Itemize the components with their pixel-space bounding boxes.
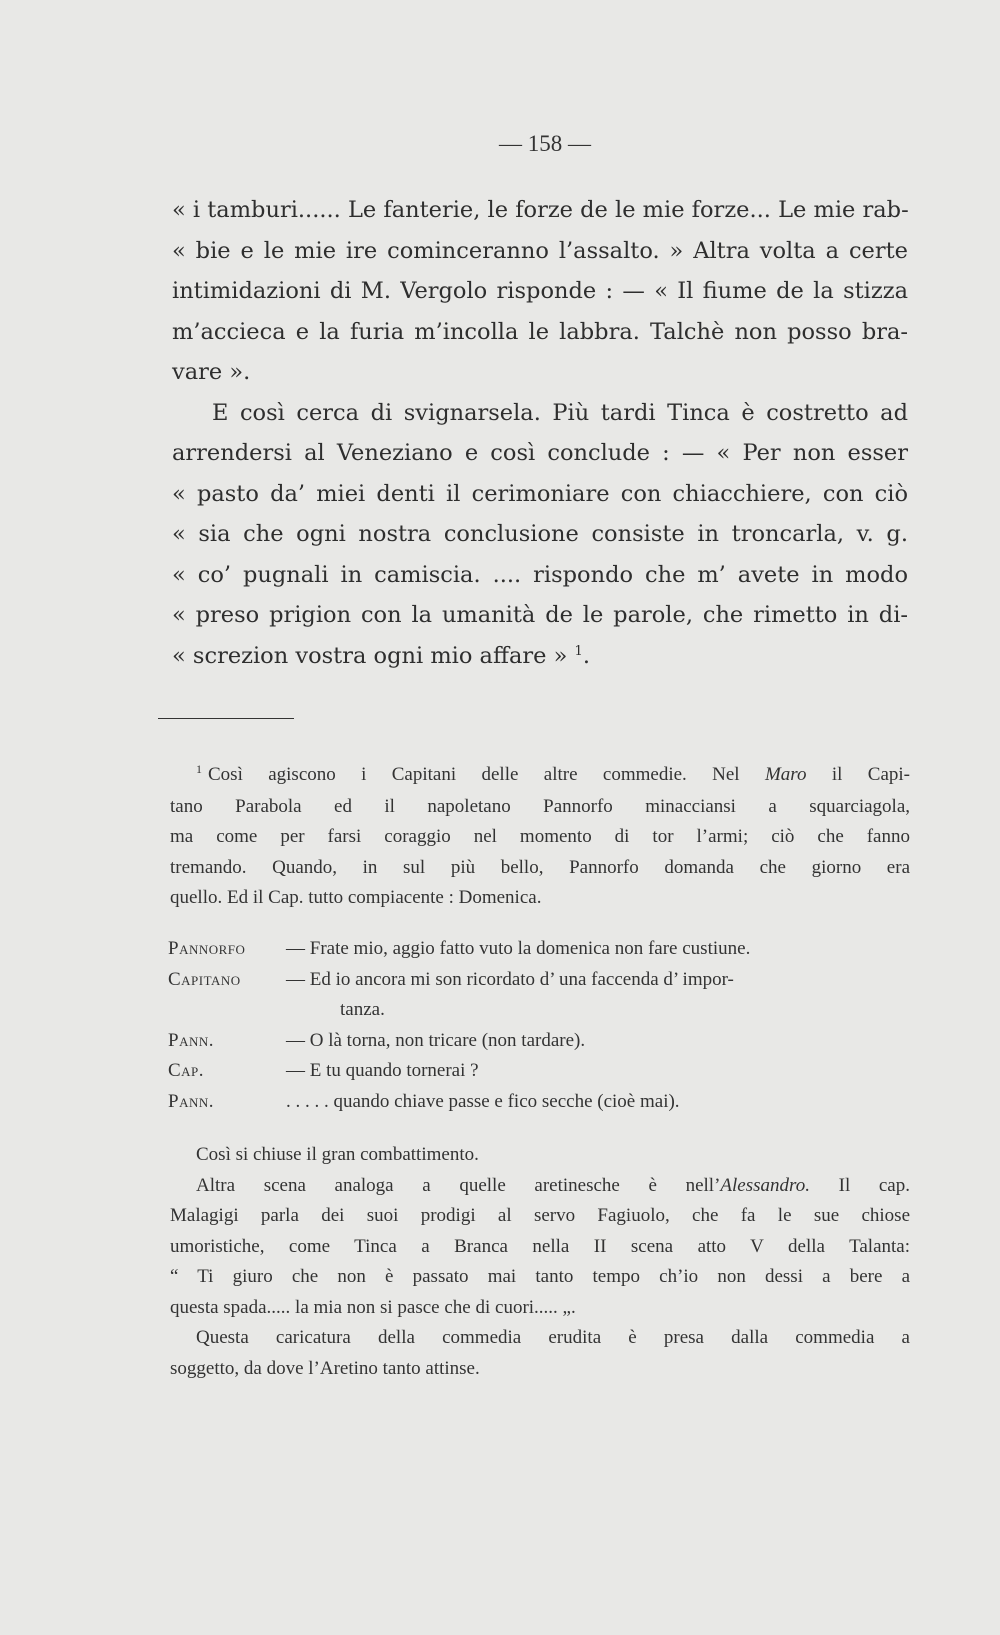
footnote-line: tremando. Quando, in sul più bello, Pannorfo domanda che giorno era xyxy=(170,856,910,878)
speaker-name: Cap. xyxy=(168,1060,205,1081)
closing-line: Questa caricatura della commedia erudita è presa dalla commedia a xyxy=(196,1327,910,1348)
footnote-italic-title: Maro xyxy=(764,764,807,785)
footnote xyxy=(170,760,910,914)
footnote-text: Così agiscono i Capitani delle altre commedie. Nel xyxy=(208,764,740,785)
footnote-marker: 1 xyxy=(196,762,202,776)
closing-line xyxy=(170,1171,910,1202)
footnote-reference: 1 xyxy=(574,643,583,659)
main-line: vare ». xyxy=(172,359,251,385)
main-line: arrendersi al Veneziano e così conclude : — « Per non esser xyxy=(172,440,908,466)
main-line: m’accieca e la furia m’incolla le labbra. Talchè non posso bra- xyxy=(172,318,908,345)
main-line-last xyxy=(172,636,908,681)
main-line: « bie e le mie ire cominceranno l’assalto. » Altra volta a certe xyxy=(172,237,908,264)
speaker-name: Pann. xyxy=(168,1029,214,1051)
speech-text: . . . . . quando chiave passe e fico secche (cioè mai). xyxy=(286,1090,680,1112)
footnote-divider xyxy=(158,718,294,719)
footnote-line xyxy=(170,760,910,792)
main-line: E così cerca di svignarsela. Più tardi Tinca è costretto ad xyxy=(212,399,908,426)
closing-italic-title: Alessandro. xyxy=(720,1174,810,1196)
main-line: « i tamburi...... Le fanterie, le forze de le mie forze... Le mie rab- xyxy=(172,197,909,223)
closing-text: Altra scena analoga a quelle aretinesche è nell’ xyxy=(196,1174,721,1196)
main-line-text: « screzion vostra ogni mio affare » xyxy=(172,642,568,669)
footnote-line: tano Parabola ed il napoletano Pannorfo minacciansi a squarciagola, xyxy=(170,795,910,817)
page-number: — 158 — xyxy=(499,131,591,156)
dialogue-row xyxy=(168,1056,918,1087)
main-line: « pasto da’ miei denti il cerimoniare con chiacchiere, con ciò xyxy=(172,480,908,507)
main-line: intimidazioni di M. Vergolo risponde : — « Il fiume de la stizza xyxy=(172,278,908,304)
closing-line: Così si chiuse il gran combattimento. xyxy=(196,1144,479,1165)
main-line: « co’ pugnali in camiscia. .... rispondo che m’ avete in modo xyxy=(172,561,908,588)
footnote-line: quello. Ed il Cap. tutto compiacente : Domenica. xyxy=(170,887,542,908)
dialogue-row xyxy=(168,1026,918,1057)
closing-line: “ Ti giuro che non è passato mai tanto tempo ch’io non dessi a bere a xyxy=(170,1266,910,1287)
footnote-text: il Capi- xyxy=(831,764,911,785)
main-line: « sia che ogni nostra conclusione consiste in troncarla, v. g. xyxy=(172,521,908,547)
dialogue-row xyxy=(168,965,918,996)
speaker-name: Pannorfo xyxy=(168,938,246,959)
closing-line: Malagigi parla dei suoi prodigi al servo Fagiuolo, che fa le sue chiose xyxy=(170,1205,910,1226)
closing-text: Il cap. xyxy=(809,1174,910,1196)
closing-line: questa spada..... la mia non si pasce che di cuori..... „. xyxy=(170,1296,576,1318)
speech-text: — Frate mio, aggio fatto vuto la domenica non fare custiune. xyxy=(286,938,751,959)
speech-continuation: tanza. xyxy=(340,999,385,1020)
closing-line: umoristiche, come Tinca a Branca nella II scena atto V della Talanta: xyxy=(170,1235,910,1257)
main-line: « preso prigion con la umanità de le parole, che rimetto in di- xyxy=(172,602,908,628)
speaker-name: Capitano xyxy=(168,968,241,990)
closing-paragraphs xyxy=(170,1140,910,1384)
dialogue-row xyxy=(168,1087,918,1118)
footnote-line: ma come per farsi coraggio nel momento di tor l’armi; ciò che fanno xyxy=(170,826,910,847)
main-text xyxy=(172,190,908,680)
speech-text: — Ed io ancora mi son ricordato d’ una faccenda d’ impor- xyxy=(286,968,734,990)
dialogue-block xyxy=(168,934,918,1117)
speech-text: — O là torna, non tricare (non tardare). xyxy=(286,1029,586,1051)
final-punctuation: . xyxy=(582,642,590,669)
dialogue-row xyxy=(168,934,918,965)
closing-line: soggetto, da dove l’Aretino tanto attinse. xyxy=(170,1357,480,1379)
speaker-name: Pann. xyxy=(168,1090,214,1112)
speech-text: — E tu quando tornerai ? xyxy=(286,1060,479,1081)
